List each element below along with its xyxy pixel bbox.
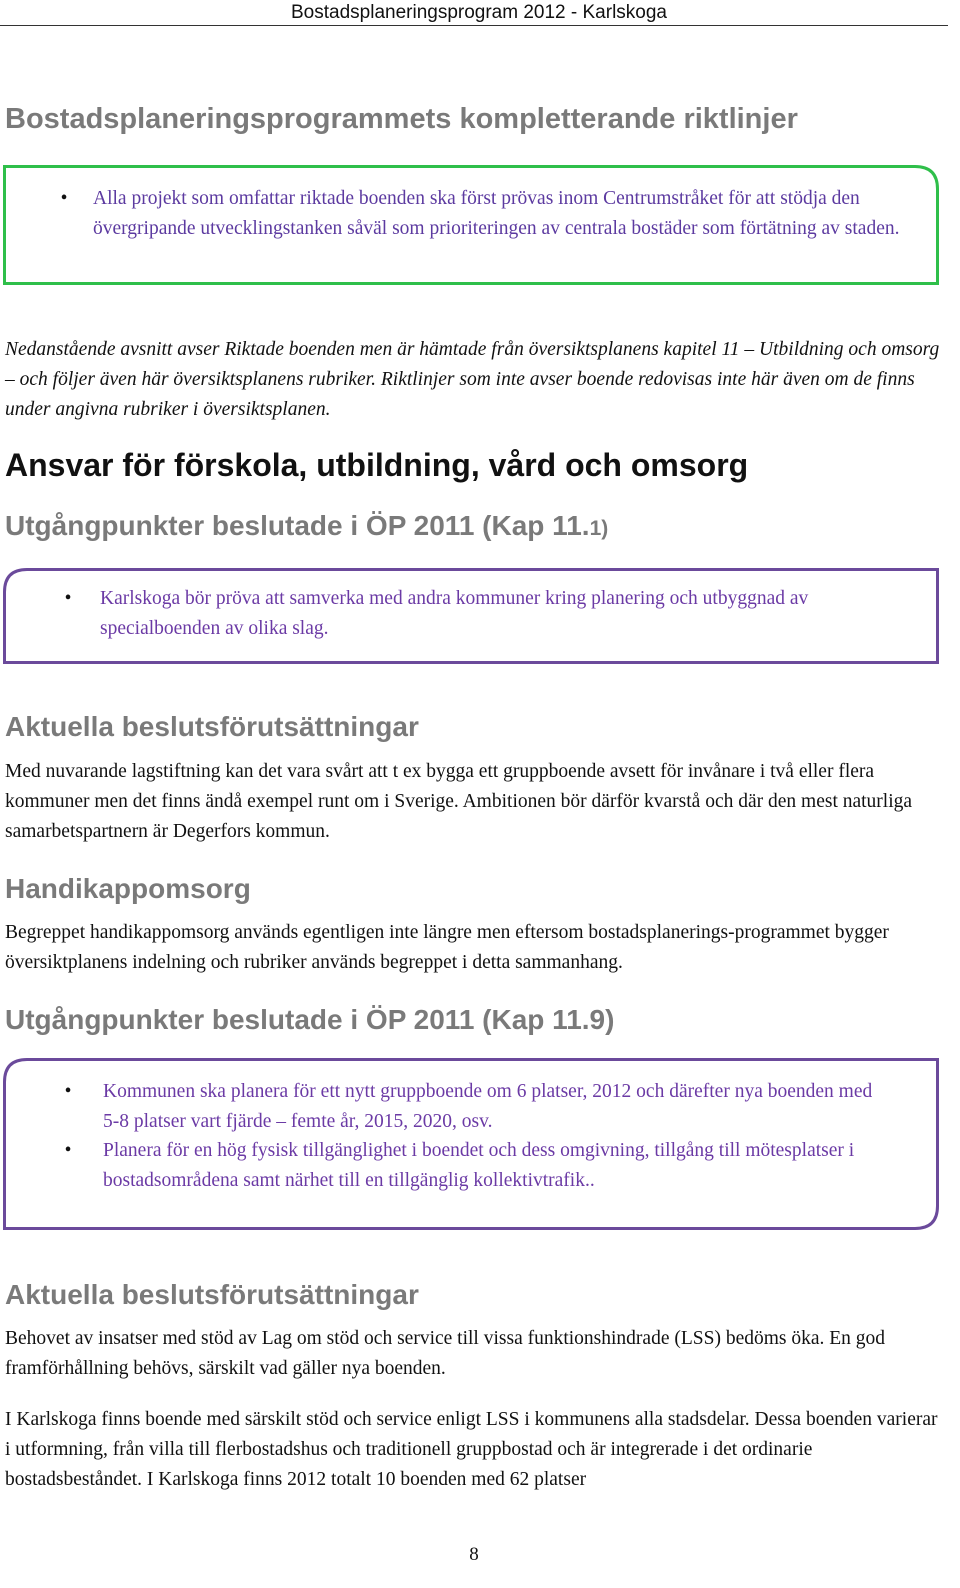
- list-item: [63, 1136, 893, 1195]
- list-item: [63, 1077, 893, 1136]
- bullet-icon: •: [64, 588, 72, 609]
- running-header: [0, 0, 948, 26]
- list-item-text: Alla projekt som omfattar riktade boenden ska först prövas inom Centrumstråket för att stödja den övergripande utvecklingstanken såväl som prioriteringen av centrala bostäder som förtätning av staden.: [93, 188, 900, 239]
- paragraph-aktuella-3: I Karlskoga finns boende med särskilt stöd och service enligt LSS i kommunens alla stadsdelar. Dessa boenden varierar i utformning, från villa till flerbostadshus och traditionell gruppbostad och är integrerade i det ordinarie bostadsbeståndet. I Karlskoga finns 2012 totalt 10 boenden med 62 platser: [5, 1409, 938, 1490]
- paragraph-handikappomsorg: Begreppet handikappomsorg används egentligen inte längre men eftersom bostadsplanerings-programmet bygger översiktplanens indelning och rubriker används begreppet i detta sammanhang.: [5, 922, 889, 973]
- list-item: [59, 184, 919, 243]
- heading-aktuella-2: Aktuella beslutsförutsättningar: [5, 1279, 419, 1310]
- heading-handikappomsorg: Handikappomsorg: [5, 873, 251, 904]
- bullet-icon: •: [60, 188, 68, 209]
- list-item-text: Planera för en hög fysisk tillgänglighet i boendet och dess omgivning, tillgång till mötesplatser i bostadsområdena samt närhet till en tillgänglig kollektivtrafik..: [103, 1140, 855, 1191]
- heading-aktuella-1: Aktuella beslutsförutsättningar: [5, 711, 419, 742]
- intro-paragraph: Nedanstående avsnitt avser Riktade boenden men är hämtade från översiktsplanens kapitel 11 – Utbildning och omsorg – och följer även här översiktsplanens rubriker. Riktlinjer som inte avser boende redovisas inte här även om de finns under angivna rubriker i översiktsplanen.: [5, 339, 940, 420]
- page-number: 8: [469, 1544, 479, 1565]
- guideline-box-2: [3, 1058, 939, 1230]
- bullet-icon: •: [64, 1140, 72, 1161]
- paragraph-aktuella-2: Behovet av insatser med stöd av Lag om stöd och service till vissa funktionshindrade (LSS) bedöms öka. En god framförhållning behövs, särskilt vad gäller nya boenden.: [5, 1328, 886, 1379]
- running-header-text: Bostadsplaneringsprogram 2012 - Karlskoga: [291, 2, 667, 23]
- paragraph-aktuella-1: Med nuvarande lagstiftning kan det vara svårt att t ex bygga ett gruppboende avsett för invånare i två eller flera kommuner men det finns ändå exempel runt om i Sverige. Ambitionen bör därför kvarstå och där den mest naturliga samarbetspartnern är Degerfors kommun.: [5, 761, 913, 842]
- section-title: Ansvar för förskola, utbildning, vård och omsorg: [5, 447, 749, 483]
- green-guideline-box: [3, 165, 939, 285]
- list-item: [63, 584, 913, 643]
- subheading-main: Utgångpunkter beslutade i ÖP 2011 (Kap 11.: [5, 510, 590, 541]
- subheading-small: 1): [589, 517, 609, 540]
- list-item-text: Karlskoga bör pröva att samverka med andra kommuner kring planering och utbyggnad av specialboenden av olika slag.: [100, 588, 809, 639]
- subheading-kap-11-9: Utgångpunkter beslutade i ÖP 2011 (Kap 11.9): [5, 1004, 615, 1035]
- bullet-icon: •: [64, 1081, 72, 1102]
- list-item-text: Kommunen ska planera för ett nytt gruppboende om 6 platser, 2012 och därefter nya boenden med 5-8 platser vart fjärde – femte år, 2015, 2020, osv.: [103, 1081, 873, 1132]
- guideline-box-1: [3, 568, 939, 664]
- subheading-kap-11-1: [5, 510, 608, 542]
- page-title: Bostadsplaneringsprogrammets kompletterande riktlinjer: [5, 103, 798, 135]
